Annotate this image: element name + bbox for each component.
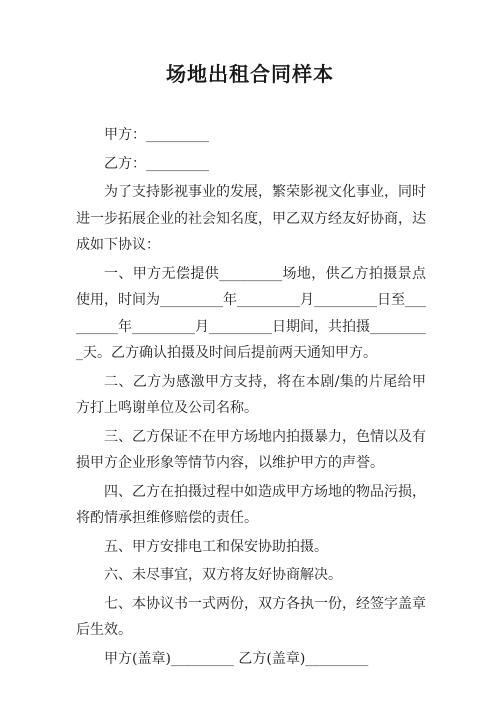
document-title: 场地出租合同样本 xyxy=(166,62,334,86)
clause-7: 七、本协议书一式两份，双方各执一份，经签字盖章后生效。 xyxy=(76,595,426,638)
intro-paragraph: 为了支持影视事业的发展，繁荣影视文化事业，同时进一步拓展企业的社会知名度，甲乙双方经友好协商，达成如下协议： xyxy=(76,184,426,253)
clause-4: 四、乙方在拍摄过程中如造成甲方场地的物品污损，将酌情承担维修赔偿的责任。 xyxy=(76,483,426,526)
clause-2: 二、乙方为感激甲方支持，将在本剧/集的片尾给甲方打上鸣谢单位及公司名称。 xyxy=(76,373,426,416)
clause-1: 一、甲方无偿提供_________场地，供乙方拍摄景点使用，时间为_________年_________月_________日至_________年_________月_________日期间，共拍摄_________天。乙方确认拍摄及时间后提前两天通知甲方。 xyxy=(76,265,426,361)
party-a-line: 甲方：_________ xyxy=(104,127,209,143)
clause-3: 三、乙方保证不在甲方场地内拍摄暴力，色情以及有损甲方企业形象等情节内容，以维护甲方的声誉。 xyxy=(76,428,426,471)
contract-body xyxy=(76,122,426,672)
clause-6: 六、未尽事宜，双方将友好协商解决。 xyxy=(104,567,342,583)
party-b-line: 乙方：_________ xyxy=(104,155,209,172)
signature-line: 甲方(盖章)_________ 乙方(盖章)_________ xyxy=(104,650,369,667)
clause-5: 五、甲方安排电工和保安协助拍摄。 xyxy=(104,538,328,555)
